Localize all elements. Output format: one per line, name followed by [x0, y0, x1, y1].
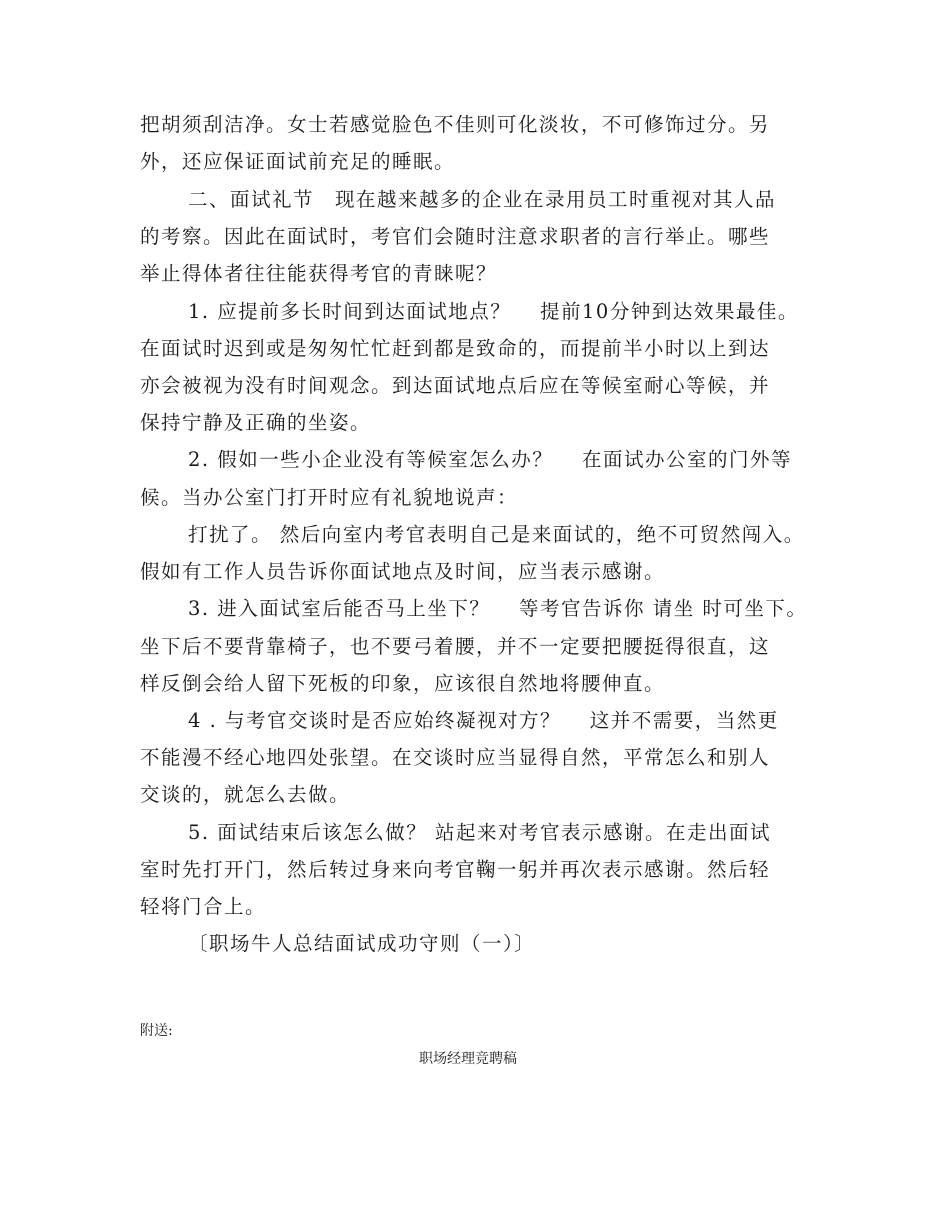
body-line-13: 假如有工作人员告诉你面试地点及时间，应当表示感谢。 — [140, 560, 666, 583]
item-3-line: 3. 进入面试室后能否马上坐下？ 等考官告诉你 请坐 时可坐下。 — [188, 597, 808, 620]
body-line-8: 亦会被视为没有时间观念。到达面试地点后应在等候室耐心等候，并 — [140, 374, 771, 397]
body-line-11: 候。当办公室门打开时应有礼貌地说声： — [140, 486, 519, 509]
body-line-21: 室时先打开门，然后转过身来向考官鞠一躬并再次表示感谢。然后轻 — [140, 858, 771, 881]
item-1-line: 1. 应提前多长时间到达面试地点？ 提前10分钟到达效果最佳。 — [188, 300, 799, 323]
body-line-19: 交谈的，就怎么去做。 — [140, 783, 351, 806]
body-line-16: 样反倒会给人留下死板的印象，应该很自然地将腰伸直。 — [140, 672, 666, 695]
body-line-9: 保持宁静及正确的坐姿。 — [140, 411, 372, 434]
body-line-12: 打扰了。 然后向室内考官表明自己是来面试的，绝不可贸然闯入。 — [188, 523, 805, 546]
section-heading-line: 二、面试礼节 现在越来越多的企业在录用员工时重视对其人品 — [188, 188, 777, 211]
item-5-line: 5. 面试结束后该怎么做？ 站起来对考官表示感谢。在走出面试 — [188, 821, 772, 844]
body-line-7: 在面试时迟到或是匆匆忙忙赶到都是致命的，而提前半小时以上到达 — [140, 337, 771, 360]
appendix-title: 职场经理竞聘稿 — [419, 1051, 517, 1067]
item-2-line: 2. 假如一些小企业没有等候室怎么办？ 在面试办公室的门外等 — [188, 448, 793, 471]
appendix-label: 附送: — [140, 1023, 173, 1039]
body-line-18: 不能漫不经心地四处张望。在交谈时应当显得自然，平常怎么和别人 — [140, 746, 771, 769]
body-line-2: 外，还应保证面试前充足的睡眠。 — [140, 150, 456, 173]
body-line-15: 坐下后不要背靠椅子，也不要弓着腰，并不一定要把腰挺得很直，这 — [140, 635, 771, 658]
item-4-line: 4 . 与考官交谈时是否应始终凝视对方？ 这并不需要，当然更 — [188, 709, 779, 732]
body-line-4: 的考察。因此在面试时，考官们会随时注意求职者的言行举止。哪些 — [140, 225, 771, 248]
source-caption: 〔职场牛人总结面试成功守则（一）〕 — [188, 932, 536, 955]
body-line-5: 举止得体者往往能获得考官的青睐呢？ — [140, 262, 498, 285]
body-line-22: 轻将门合上。 — [140, 895, 267, 918]
body-line-1: 把胡须刮洁净。女士若感觉脸色不佳则可化淡妆，不可修饰过分。另 — [140, 113, 771, 136]
